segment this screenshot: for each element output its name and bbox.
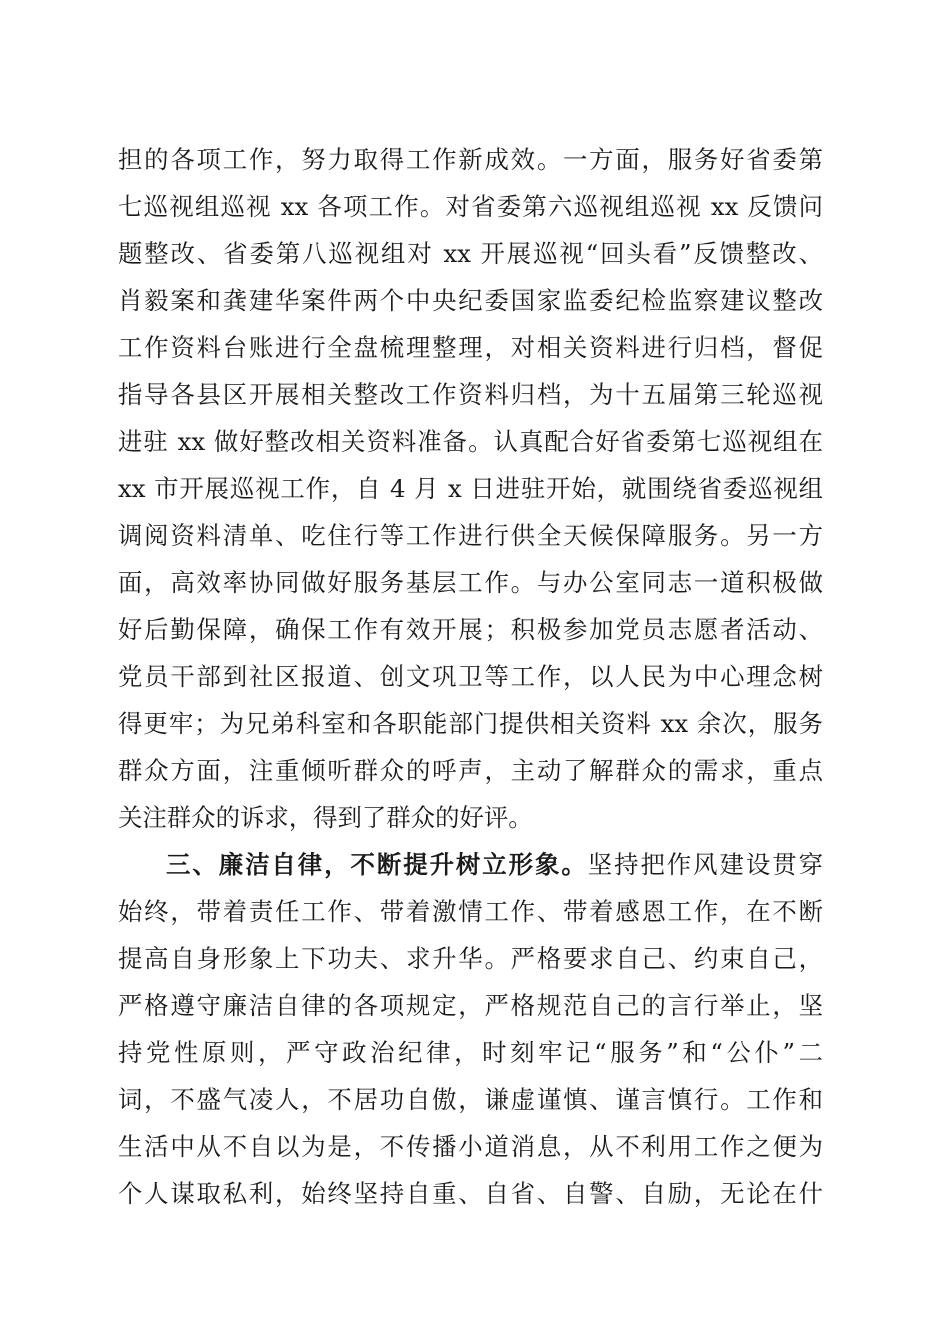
paragraph-1-line-6: 指导各县区开展相关整改工作资料归档，为十五届第三轮巡视 [118,380,823,409]
paragraph-1-line-7: 进驻 xx 做好整改相关资料准备。认真配合好省委第七巡视组在 [118,427,823,456]
paragraph-2-line-3: 提高自身形象上下功夫、求升华。严格要求自己、约束自己， [118,944,823,973]
paragraph-1-line-11: 好后勤保障，确保工作有效开展；积极参加党员志愿者活动、 [118,615,823,644]
paragraph-2-line-8: 个人谋取私利，始终坚持自重、自省、自警、自励，无论在什 [118,1179,823,1208]
paragraph-1-line-12: 党员干部到社区报道、创文巩卫等工作，以人民为中心理念树 [118,662,823,691]
paragraph-1-line-13: 得更牢；为兄弟科室和各职能部门提供相关资料 xx 余次，服务 [118,709,823,738]
paragraph-1-line-15: 关注群众的诉求，得到了群众的好评。 [118,803,533,832]
paragraph-1-line-1: 担的各项工作，努力取得工作新成效。一方面，服务好省委第 [118,145,823,174]
paragraph-2-line-2: 始终，带着责任工作、带着激情工作、带着感恩工作，在不断 [118,897,823,926]
paragraph-2-line-5: 持党性原则，严守政治纪律，时刻牢记“服务”和“公仆”二 [118,1038,823,1067]
paragraph-1-line-9: 调阅资料清单、吃住行等工作进行供全天候保障服务。另一方 [118,521,823,550]
paragraph-1-line-3: 题整改、省委第八巡视组对 xx 开展巡视“回头看”反馈整改、 [118,239,823,268]
paragraph-2-line-6: 词，不盛气凌人，不居功自傲，谦虚谨慎、谨言慎行。工作和 [118,1085,823,1114]
section-heading: 三、廉洁自律，不断提升树立形象。 [166,850,588,879]
paragraph-1-line-14: 群众方面，注重倾听群众的呼声，主动了解群众的需求，重点 [118,756,823,785]
paragraph-2-line-1-text: 坚持把作风建设贯穿 [587,850,823,879]
paragraph-1-line-10: 面，高效率协同做好服务基层工作。与办公室同志一道积极做 [118,568,823,597]
paragraph-1-line-2: 七巡视组巡视 xx 各项工作。对省委第六巡视组巡视 xx 反馈问 [118,192,823,221]
paragraph-1-line-5: 工作资料台账进行全盘梳理整理，对相关资料进行归档，督促 [118,333,823,362]
paragraph-2-line-1 [166,845,823,885]
paragraph-2-line-4: 严格遵守廉洁自律的各项规定，严格规范自己的言行举止，坚 [118,991,823,1020]
paragraph-2-line-7: 生活中从不自以为是，不传播小道消息，从不利用工作之便为 [118,1132,823,1161]
paragraph-1-line-4: 肖毅案和龚建华案件两个中央纪委国家监委纪检监察建议整改 [118,286,823,315]
paragraph-1-line-8: xx 市开展巡视工作，自 4 月 x 日进驻开始，就围绕省委巡视组 [118,474,823,503]
